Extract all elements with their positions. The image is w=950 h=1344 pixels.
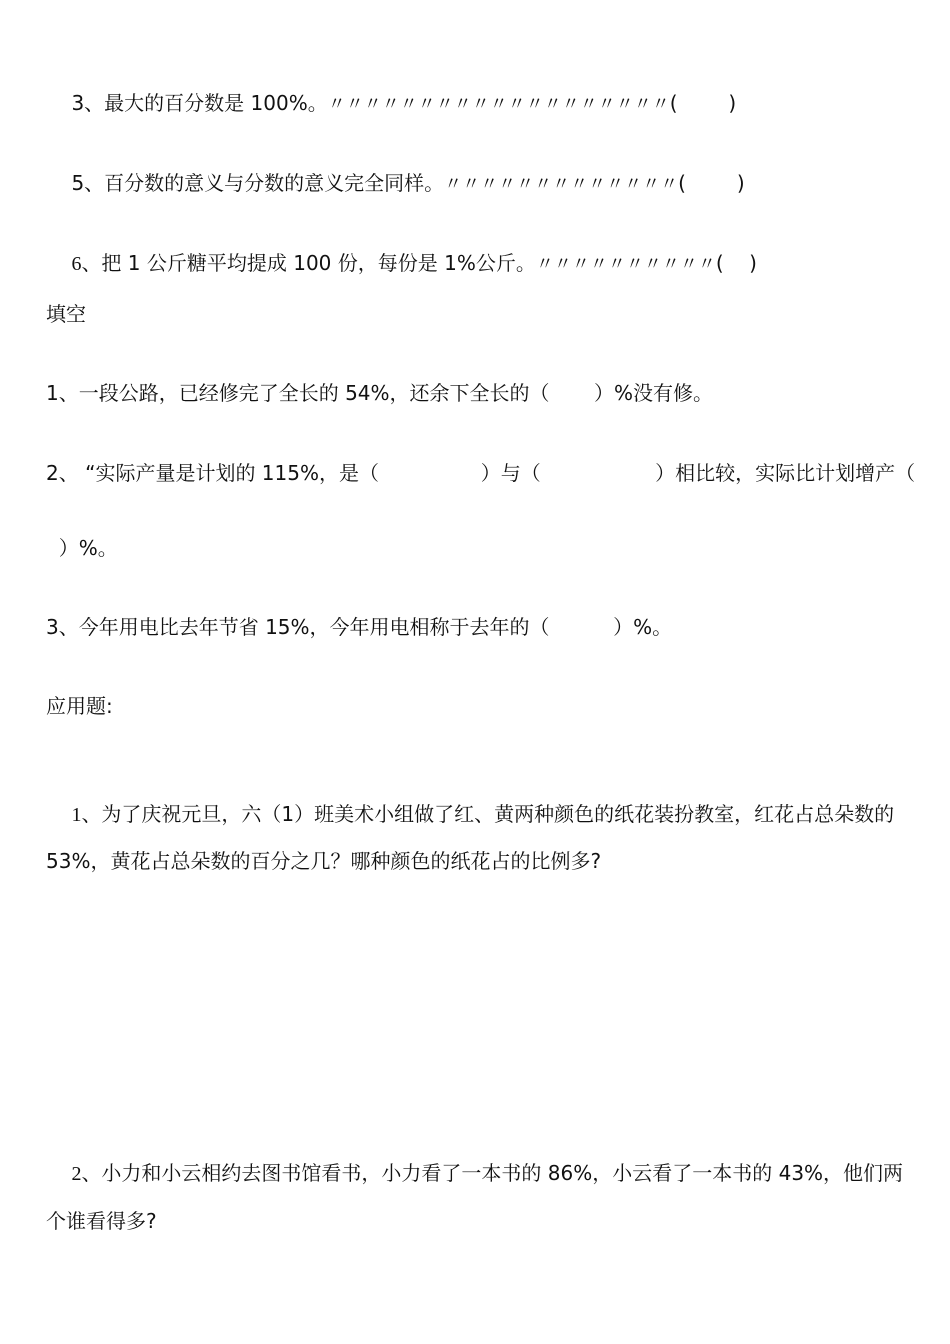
judge-item-number: 5 bbox=[71, 171, 85, 195]
judge-item-number: 3 bbox=[71, 91, 85, 115]
fill-heading: 填空 bbox=[46, 302, 86, 326]
judge-item-dots: 〃〃〃〃〃〃〃〃〃〃 bbox=[535, 254, 716, 275]
fill-question-2-line-2: ）%。 bbox=[46, 536, 118, 560]
judge-item-3 bbox=[46, 61, 910, 147]
judge-item-dots: 〃〃〃〃〃〃〃〃〃〃〃〃〃 bbox=[444, 174, 679, 195]
fill-question-3: 3、今年用电比去年节省 15%，今年用电相称于去年的（ ）%。 bbox=[46, 615, 673, 639]
answer-parentheses[interactable]: ( ) bbox=[669, 91, 737, 115]
judge-item-6 bbox=[46, 221, 910, 307]
apply-question-2-line-2: 个谁看得多? bbox=[46, 1209, 157, 1233]
judge-item-text: 、把 1 公斤糖平均提成 100 份，每份是 1%公斤。 bbox=[81, 251, 536, 275]
apply-question-number: 1 bbox=[71, 804, 82, 826]
judge-item-text: 、百分数的意义与分数的意义完全同样。 bbox=[84, 171, 445, 195]
judge-item-text: 、最大的百分数是 100%。 bbox=[84, 91, 328, 115]
apply-question-number: 2 bbox=[71, 1163, 82, 1185]
judge-item-number: 6 bbox=[71, 253, 82, 275]
apply-question-1-line-2: 53%，黄花占总朵数的百分之几？哪种颜色的纸花占的比例多? bbox=[46, 849, 602, 873]
answer-parentheses[interactable]: ( ) bbox=[678, 171, 745, 195]
answer-parentheses[interactable]: ( ) bbox=[715, 251, 757, 275]
fill-question-1: 1、一段公路，已经修完了全长的 54%，还余下全长的（ ）%没有修。 bbox=[46, 381, 714, 405]
apply-question-2-line-1 bbox=[46, 1131, 910, 1216]
apply-question-text: 、为了庆祝元旦，六（1）班美术小组做了红、黄两种颜色的纸花装扮教室，红花占总朵数的 bbox=[81, 802, 895, 826]
judge-item-5 bbox=[46, 141, 910, 227]
fill-question-2-line-1: 2、 “实际产量是计划的 115%，是（ ）与（ ）相比较，实际比计划增产（ bbox=[46, 461, 916, 485]
judge-item-dots: 〃〃〃〃〃〃〃〃〃〃〃〃〃〃〃〃〃〃〃 bbox=[327, 94, 670, 115]
apply-heading: 应用题: bbox=[46, 694, 113, 718]
apply-question-1-line-1 bbox=[46, 772, 910, 857]
apply-question-text: 、小力和小云相约去图书馆看书，小力看了一本书的 86%，小云看了一本书的 43%，他们两 bbox=[81, 1161, 904, 1185]
